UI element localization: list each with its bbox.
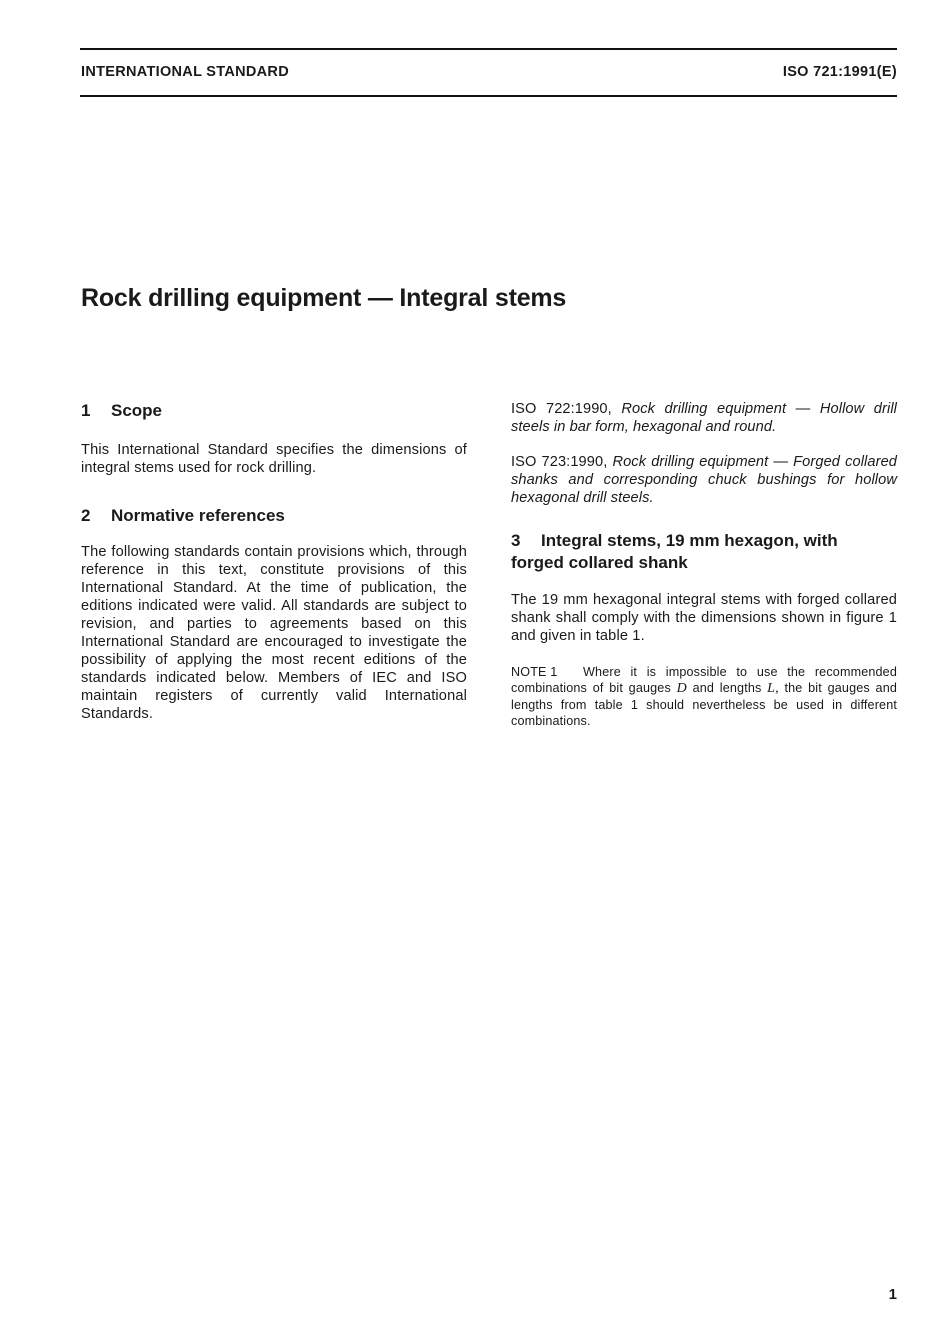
section-1-number: 1 xyxy=(81,401,91,420)
document-type-label: INTERNATIONAL STANDARD xyxy=(81,64,289,80)
section-2-title: Normative references xyxy=(111,506,285,525)
note-label: NOTE 1 xyxy=(511,665,558,679)
left-column xyxy=(81,400,467,723)
symbol-l: L, xyxy=(767,681,779,696)
section-3-title-line1: Integral stems, 19 mm hexagon, with xyxy=(541,531,838,550)
note-text-part2: and lengths xyxy=(692,681,762,695)
reference-iso-722 xyxy=(511,400,897,436)
note-text-part1: Where it is impossible to use the recommended combinations of bit gauges xyxy=(511,665,897,695)
reference-title: Rock drilling equipment — Forged collared shanks and corresponding chuck bushings for hollow hexagonal drill steels. xyxy=(511,454,897,506)
page-number: 1 xyxy=(888,1286,897,1303)
right-column xyxy=(511,400,897,729)
document-title: Rock drilling equipment — Integral stems xyxy=(81,284,567,312)
section-2-number: 2 xyxy=(81,506,91,525)
note-1 xyxy=(511,664,897,729)
section-3-title-line2: forged collared shank xyxy=(511,553,688,572)
symbol-d: D xyxy=(676,681,687,696)
section-2-heading xyxy=(81,505,467,527)
section-1-heading xyxy=(81,400,467,422)
header-top-rule xyxy=(80,48,897,50)
reference-iso-723 xyxy=(511,453,897,507)
normative-references-paragraph: The following standards contain provisions which, through reference in this text, constitute provisions of this International Standard. At the time of publication, the editions indicated were valid. All standards are subject to revision, and parties to agreements based on this International Standard are encouraged to investigate the possibility of applying the most recent editions of the standards indicated below. Members of IEC and ISO maintain registers of currently valid International Standards. xyxy=(81,544,467,722)
note-text-part3: the bit gauges and lengths from table 1 should nevertheless be used in different combinations. xyxy=(511,681,897,728)
reference-title: Rock drilling equipment — Hollow drill steels in bar form, hexagonal and round. xyxy=(511,401,898,435)
scope-paragraph: This International Standard specifies the dimensions of integral stems used for rock drilling. xyxy=(81,442,467,476)
reference-code: ISO 722:1990, xyxy=(511,401,612,417)
section-3-number: 3 xyxy=(511,531,521,550)
section-3-heading xyxy=(511,530,897,574)
standard-number: ISO 721:1991(E) xyxy=(782,64,897,80)
integral-stems-paragraph: The 19 mm hexagonal integral stems with forged collared shank shall comply with the dimensions shown in figure 1 and given in table 1. xyxy=(511,592,897,644)
header-bottom-rule xyxy=(80,95,897,97)
section-1-title: Scope xyxy=(111,401,163,420)
reference-code: ISO 723:1990, xyxy=(511,454,608,470)
